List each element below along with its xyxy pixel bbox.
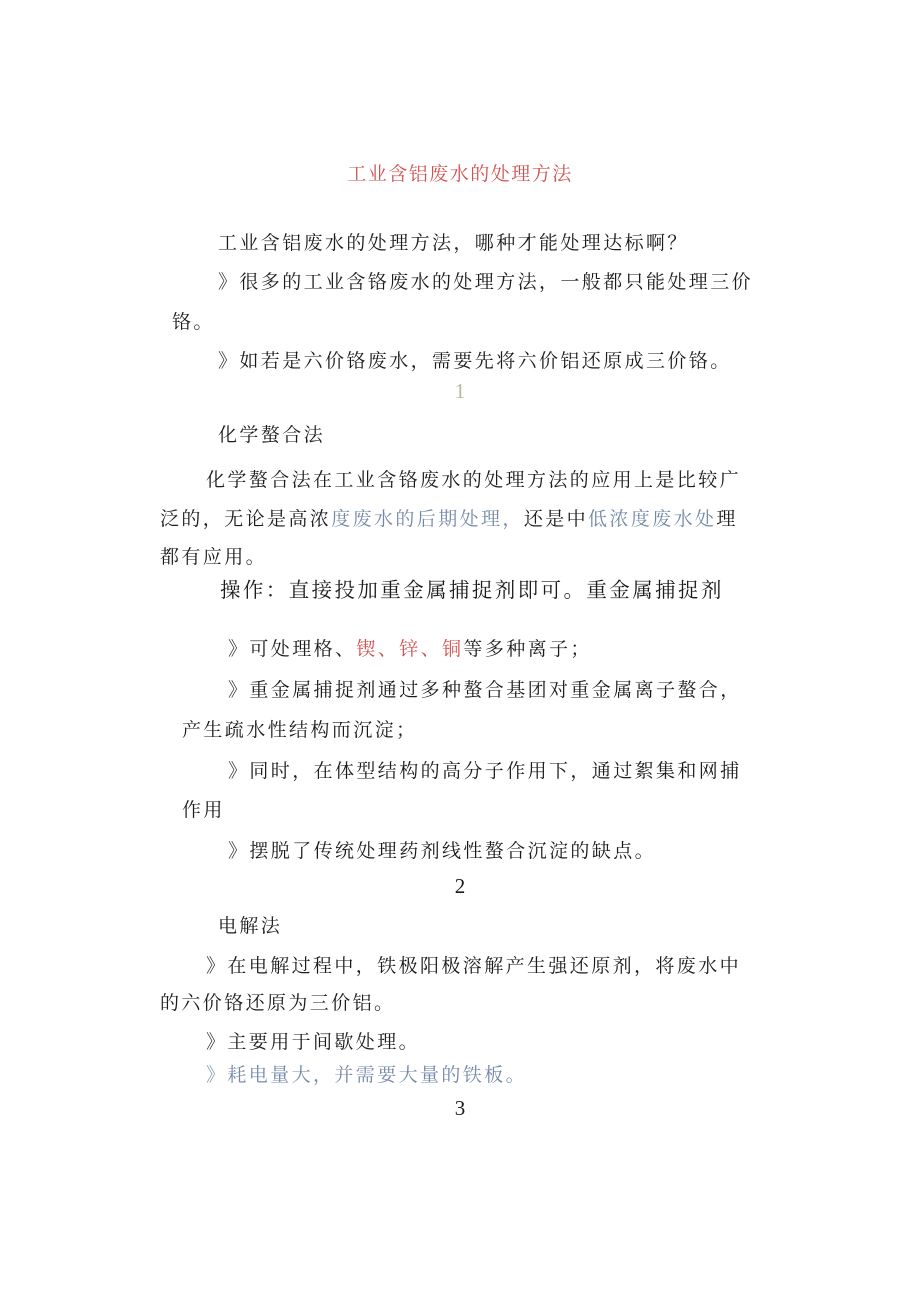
section3-number: 3 <box>454 1096 466 1120</box>
document-title: 工业含铝废水的处理方法 <box>347 163 573 185</box>
intro-point2: 》如若是六价铬废水，需要先将六价铝还原成三价铬。 <box>218 350 732 372</box>
section2-bullet1-line2: 的六价铬还原为三价铝。 <box>160 992 396 1014</box>
section1-bullet3-line1: 》同时，在体型结构的高分子作用下，通过絮集和网捕 <box>228 760 742 782</box>
section1-bullet3-line2: 作用 <box>182 799 225 821</box>
section1-paragraph-line1: 化学螯合法在工业含铬废水的处理方法的应用上是比较广 <box>206 469 742 491</box>
bullet-text: 等多种离子； <box>463 638 592 660</box>
section2-bullet3: 》耗电量大，并需要大量的铁板。 <box>206 1064 528 1086</box>
para-text: 还是中 <box>523 508 589 530</box>
highlight-text: 锲、锌、铜 <box>356 638 464 660</box>
section1-bullet2-line2: 产生疏水性结构而沉淀； <box>182 719 418 741</box>
section2-bullet1-line1: 》在电解过程中，铁极阳极溶解产生强还原剂，将废水中 <box>206 955 742 977</box>
section1-paragraph-line3: 都有应用。 <box>160 546 268 568</box>
section1-operation: 操作：直接投加重金属捕捉剂即可。重金属捕捉剂 <box>220 578 724 602</box>
section2-heading: 电解法 <box>218 915 283 937</box>
intro-question: 工业含铝废水的处理方法，哪种才能处理达标啊？ <box>218 232 689 254</box>
para-text: 泛的，无论是高浓 <box>160 508 332 530</box>
highlight-text: 度废水的后期处理， <box>331 508 524 530</box>
section1-heading: 化学螯合法 <box>218 424 326 446</box>
bullet-text: 》可处理格、 <box>228 638 357 660</box>
section2-number: 2 <box>454 874 466 898</box>
section1-number: 1 <box>454 379 466 403</box>
intro-point1-line1: 》很多的工业含铬废水的处理方法，一般都只能处理三价 <box>218 271 754 293</box>
intro-point1-line2: 铬。 <box>172 311 215 333</box>
section1-bullet2-line1: 》重金属捕捉剂通过多种螯合基团对重金属离子螯合， <box>228 679 742 701</box>
section1-bullet4: 》摆脱了传统处理药剂线性螯合沉淀的缺点。 <box>228 840 657 862</box>
section1-bullet1 <box>228 637 592 661</box>
section2-bullet2: 》主要用于间歇处理。 <box>206 1031 421 1053</box>
para-text: 理 <box>716 508 738 530</box>
section1-paragraph-line2 <box>160 507 738 531</box>
highlight-text: 低浓度废水处 <box>588 508 717 530</box>
